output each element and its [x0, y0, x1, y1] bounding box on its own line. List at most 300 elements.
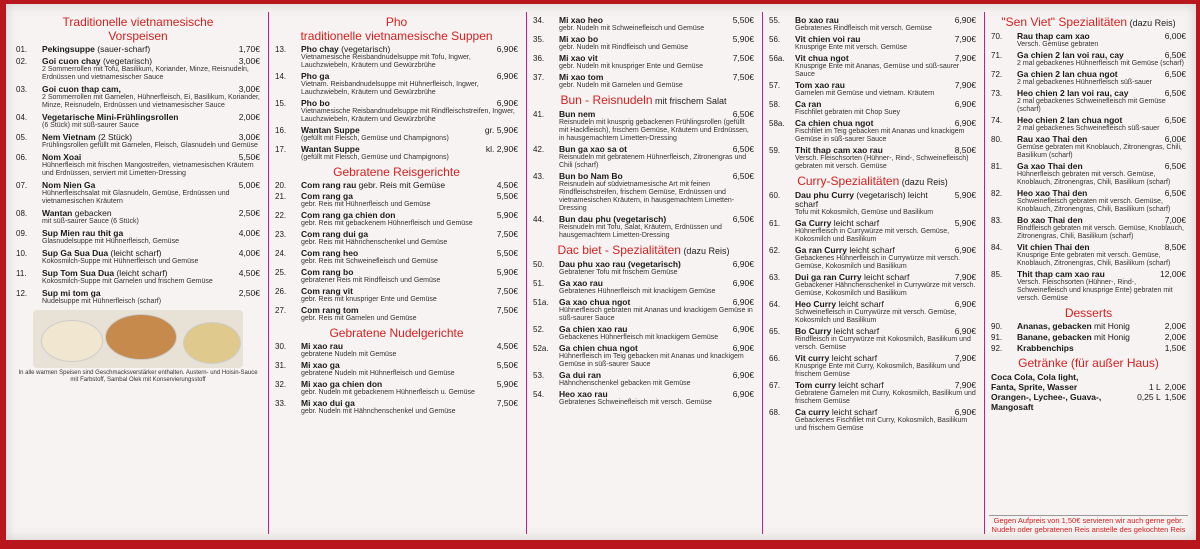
item-name	[301, 230, 493, 239]
item-number: 33.	[275, 399, 287, 408]
item-number: 01.	[16, 45, 28, 54]
menu-item-row	[275, 342, 518, 351]
item-price: 4,50€	[496, 180, 518, 190]
menu-item-row	[533, 390, 754, 399]
item-price: 6,90€	[496, 44, 518, 54]
item-number: 70.	[991, 32, 1003, 41]
item-description: Reisnudeln mit Tofu, Salat, Kräutern, Erdnüssen und hausgemachtem Limetten-Dressing	[559, 224, 722, 239]
menu-item	[16, 209, 260, 226]
item-note: mit Honig	[1091, 321, 1130, 331]
menu-item	[16, 289, 260, 306]
item-title: Sup mi tom ga	[42, 288, 101, 298]
menu-item	[533, 172, 754, 213]
item-description: Gebratener Tofu mit frischem Gemüse	[559, 269, 678, 276]
item-title: Pekingsuppe	[42, 44, 95, 54]
item-title: Vit chua ngot	[795, 53, 849, 63]
item-description: (gefüllt mit Fleisch, Gemüse und Champignons)	[301, 154, 449, 161]
item-price: 7,50€	[496, 398, 518, 408]
drink-name: Fanta, Sprite, Wasser	[991, 382, 1078, 392]
menu-item-row	[533, 73, 754, 82]
menu-item	[769, 354, 976, 379]
item-name	[301, 268, 493, 277]
item-title: Dau phu xao rau (vegetarisch)	[559, 259, 681, 269]
menu-item	[769, 119, 976, 144]
item-price: 5,50€	[496, 360, 518, 370]
item-number: 74.	[991, 116, 1003, 125]
item-note: (vegetarisch)	[338, 44, 391, 54]
item-title: Banane, gebacken	[1017, 332, 1092, 342]
item-name	[42, 229, 235, 238]
item-description: Gebackenes Hühnerfleisch mit knackigem Gemüse	[559, 334, 719, 341]
item-number: 83.	[991, 216, 1003, 225]
menu-item-row	[533, 35, 754, 44]
item-price: 5,90€	[732, 34, 754, 44]
menu-item-row	[769, 100, 976, 109]
menu-item	[991, 70, 1186, 87]
item-price: gr. 5,90€	[484, 125, 518, 135]
menu-item-row	[16, 249, 260, 258]
menu-item	[16, 133, 260, 150]
drink-row	[991, 382, 1186, 392]
item-name	[1017, 243, 1161, 252]
item-title: Mi xao tom	[559, 72, 604, 82]
item-title: Wantan	[42, 208, 73, 218]
item-description: Tofu mit Kokosmilch, Gemüse und Basilikum	[795, 209, 934, 216]
item-name	[1017, 162, 1161, 171]
item-description: Vietnamesische Reisbandnudelsuppe mit Rindfleischstreifen, Ingwer, Lauchzwiebeln, Kräutern und Gewürzbrühe	[301, 108, 515, 123]
item-description: gebr. Reis mit knuspriger Ente und Gemüse	[301, 296, 437, 303]
item-title: Thit thap cam xao rau	[795, 145, 883, 155]
item-price: 7,90€	[954, 80, 976, 90]
menu-item-row	[533, 215, 754, 224]
section-title: "Sen Viet" Spezialitäten (dazu Reis)	[1001, 15, 1176, 29]
item-name	[301, 45, 493, 54]
menu-item-row	[16, 289, 260, 298]
item-price: 7,90€	[954, 272, 976, 282]
item-price: 6,50€	[1164, 50, 1186, 60]
item-price: 6,90€	[732, 343, 754, 353]
menu-item-row	[769, 300, 976, 309]
item-number: 11.	[16, 269, 27, 278]
item-number: 81.	[991, 162, 1003, 171]
menu-item	[769, 54, 976, 79]
menu-item	[275, 45, 518, 70]
menu-item-row	[769, 273, 976, 282]
item-note: (2 Stück)	[95, 132, 133, 142]
item-note: leicht scharf	[829, 407, 878, 417]
item-description: 2 mal gebackenes Schweinefleisch mit Gemüse (scharf)	[1017, 98, 1166, 113]
item-note: gebacken	[72, 208, 112, 218]
menu-item-row	[16, 269, 260, 278]
menu-item	[769, 381, 976, 406]
menu-item	[275, 287, 518, 304]
item-number: 92.	[991, 344, 1003, 353]
item-number: 85.	[991, 270, 1003, 279]
item-name	[42, 181, 235, 190]
item-price: 6,90€	[954, 299, 976, 309]
item-title: Rau xao Thai den	[1017, 134, 1088, 144]
menu-item	[275, 306, 518, 323]
item-name	[42, 133, 235, 142]
item-title: Sup Mien rau thit ga	[42, 228, 124, 238]
item-name	[795, 146, 951, 155]
item-note: leicht scharf	[831, 326, 880, 336]
menu-board	[6, 4, 1196, 540]
menu-item-row	[769, 119, 976, 128]
item-name	[42, 249, 235, 258]
item-title: Mi xao rau	[301, 341, 344, 351]
item-title: Bo xao Thai den	[1017, 215, 1083, 225]
item-name	[1017, 216, 1161, 225]
menu-item-row	[533, 172, 754, 181]
menu-item-row	[769, 327, 976, 336]
item-title: Ca curry	[795, 407, 830, 417]
item-title: Com rang rau	[301, 180, 357, 190]
item-price: 5,90€	[496, 210, 518, 220]
item-description: mit süß-saurer Sauce (6 Stück)	[42, 218, 139, 225]
item-name	[301, 192, 493, 201]
drink-price: 2,00€	[1164, 382, 1186, 392]
menu-item	[16, 181, 260, 206]
menu-item	[991, 270, 1186, 303]
item-title: Pho bo	[301, 98, 330, 108]
menu-item-row	[16, 45, 260, 54]
item-price: 6,90€	[732, 297, 754, 307]
menu-item-row	[769, 35, 976, 44]
item-number: 05.	[16, 133, 28, 142]
item-name	[559, 390, 729, 399]
drink-size: 1 L	[1148, 382, 1161, 392]
item-title: Bun bo Nam Bo	[559, 171, 623, 181]
item-description: Hühnerfleisch gebraten mit Ananas und knackigem Gemüse in süß-saurer Sauce	[559, 307, 753, 322]
item-price: 2,50€	[238, 288, 260, 298]
section-title: Gebratene Nudelgerichte	[329, 326, 464, 340]
menu-item	[275, 145, 518, 162]
item-number: 15.	[275, 99, 287, 108]
item-price: 4,00€	[238, 248, 260, 258]
menu-item-row	[533, 371, 754, 380]
menu-item-row	[991, 70, 1186, 79]
item-price: 4,50€	[496, 341, 518, 351]
item-price: 5,90€	[496, 267, 518, 277]
item-price: 4,00€	[238, 228, 260, 238]
item-number: 84.	[991, 243, 1003, 252]
item-description: (6 Stück) mit süß-saurer Sauce	[42, 122, 139, 129]
menu-item-row	[16, 113, 260, 122]
drink-size: 0,25 L	[1137, 392, 1161, 402]
item-price: 5,50€	[238, 152, 260, 162]
item-price: 5,90€	[954, 218, 976, 228]
item-number: 61.	[769, 219, 781, 228]
item-description: Knusprige Ente mit versch. Gemüse	[795, 44, 908, 51]
item-title: Pho chay	[301, 44, 339, 54]
item-name	[559, 110, 729, 119]
item-price: 7,90€	[954, 380, 976, 390]
menu-item	[769, 35, 976, 52]
item-name	[42, 45, 235, 54]
item-name	[301, 211, 493, 220]
drink-name: Orangen-, Lychee-, Guava-, Mangosaft	[991, 392, 1102, 412]
menu-item	[275, 249, 518, 266]
item-name	[1017, 32, 1161, 41]
item-name	[1017, 322, 1161, 331]
item-name	[795, 327, 951, 336]
item-description: Gebackenes Fischfilet mit Curry, Kokosmilch, Basilikum und frischem Gemüse	[795, 417, 968, 432]
item-title: Ga chien xao rau	[559, 324, 628, 334]
section-title: Gebratene Reisgerichte	[333, 165, 460, 179]
item-name	[559, 54, 729, 63]
item-price: 6,50€	[1164, 69, 1186, 79]
item-description: Hühnerfleisch in Currywürze mit versch. Gemüse, Kokosmilch und Basilikum	[795, 228, 950, 243]
menu-item-row	[769, 381, 976, 390]
item-name	[795, 273, 951, 282]
column-pho	[268, 12, 524, 534]
item-price: 7,50€	[496, 305, 518, 315]
menu-item	[991, 32, 1186, 49]
item-description: Hähnchenschenkel gebacken mit Gemüse	[559, 380, 691, 387]
item-number: 63.	[769, 273, 781, 282]
menu-item-row	[991, 216, 1186, 225]
item-description: gebr. Nudeln mit Hähnchenschenkel und Gemüse	[301, 408, 456, 415]
item-number: 73.	[991, 89, 1003, 98]
item-price: 8,50€	[954, 145, 976, 155]
column-sen-viet	[984, 12, 1192, 534]
menu-item-row	[533, 110, 754, 119]
menu-item	[769, 300, 976, 325]
item-name	[559, 298, 729, 307]
item-title: Com rang bo	[301, 267, 354, 277]
item-title: Nem Vietnam	[42, 132, 96, 142]
item-title: Nom Nien Ga	[42, 180, 96, 190]
menu-item	[769, 191, 976, 217]
menu-item	[991, 216, 1186, 241]
menu-item	[769, 246, 976, 271]
item-price: 2,50€	[238, 208, 260, 218]
item-price: 6,90€	[732, 259, 754, 269]
menu-item-row	[991, 333, 1186, 342]
menu-item-row	[533, 279, 754, 288]
item-name	[42, 269, 235, 278]
menu-item	[275, 181, 518, 190]
item-description: Hühnerfleisch gebraten mit versch. Gemüse, Knoblauch, Zitronengras, Chili, Basilikum (scharf)	[1017, 171, 1171, 186]
menu-item	[991, 333, 1186, 342]
menu-item-row	[16, 133, 260, 142]
item-name	[795, 119, 951, 128]
item-description: Versch. Fleischsorten (Hühner-, Rind-, Schweinefleisch) gebraten mit versch. Gemüse	[795, 155, 969, 170]
item-note: mit Honig	[1091, 332, 1130, 342]
item-description: gebratene Nudeln mit Gemüse	[301, 351, 397, 358]
item-description: Gebratenes Rindfleisch mit versch. Gemüse	[795, 25, 932, 32]
item-price: 6,50€	[732, 109, 754, 119]
drink-row	[991, 392, 1186, 412]
item-price: 7,00€	[1164, 215, 1186, 225]
menu-item-row	[991, 270, 1186, 279]
item-title: Bun dau phu (vegetarisch)	[559, 214, 667, 224]
item-name	[42, 289, 235, 298]
item-number: 72.	[991, 70, 1003, 79]
item-number: 51a.	[533, 298, 549, 307]
item-number: 08.	[16, 209, 28, 218]
item-number: 44.	[533, 215, 545, 224]
item-name	[795, 35, 951, 44]
item-name	[795, 81, 951, 90]
item-number: 68.	[769, 408, 781, 417]
menu-item-row	[769, 191, 976, 209]
menu-item	[16, 57, 260, 82]
item-description: Vietnamesische Reisbandnudelsuppe mit Tofu, Ingwer, Lauchzwiebeln, Kräutern und Gewürzbrühe	[301, 54, 471, 69]
menu-item-row	[275, 45, 518, 54]
menu-item	[275, 342, 518, 359]
item-price: 2,00€	[1164, 321, 1186, 331]
item-number: 71.	[991, 51, 1003, 60]
menu-item	[991, 162, 1186, 187]
item-title: Goi cuon thap cam,	[42, 84, 121, 94]
item-description: Gebratenes Schweinefleisch mit versch. Gemüse	[559, 399, 712, 406]
item-name	[795, 191, 951, 209]
item-name	[559, 215, 729, 224]
item-number: 12.	[16, 289, 28, 298]
drink-name: Coca Cola, Cola light,	[991, 372, 1079, 382]
menu-item	[769, 100, 976, 117]
item-title: Nom Xoai	[42, 152, 82, 162]
item-name	[795, 381, 951, 390]
rice-note: Gegen Aufpreis von 1,50€ servieren wir auch gerne gebr. Nudeln oder gebratenen Reis anstelle des gekochten Reis	[989, 515, 1188, 534]
item-title: Heo xao Thai den	[1017, 188, 1088, 198]
menu-item	[533, 298, 754, 323]
item-number: 14.	[275, 72, 287, 81]
menu-item	[533, 110, 754, 143]
menu-item	[16, 153, 260, 178]
menu-item	[533, 54, 754, 71]
item-name	[42, 57, 235, 66]
item-price: 3,00€	[238, 132, 260, 142]
item-name	[559, 145, 729, 154]
menu-item-row	[991, 189, 1186, 198]
menu-item-row	[275, 230, 518, 239]
item-price: 6,50€	[1164, 88, 1186, 98]
item-title: Com rang vit	[301, 286, 353, 296]
item-price: 7,90€	[954, 34, 976, 44]
item-title: Mi xao heo	[559, 15, 603, 25]
menu-item-row	[533, 145, 754, 154]
menu-item	[16, 229, 260, 246]
menu-item	[275, 230, 518, 247]
item-title: Bun ga xao sa ot	[559, 144, 628, 154]
item-price: 7,90€	[954, 353, 976, 363]
item-number: 55.	[769, 16, 781, 25]
item-description: Knusprige Ente mit Ananas, Gemüse und süß-saurer Sauce	[795, 63, 960, 78]
item-description: Kokosmilch-Suppe mit Garnelen und frischem Gemüse	[42, 278, 213, 285]
item-name	[1017, 116, 1161, 125]
menu-item	[16, 269, 260, 286]
item-name	[301, 287, 493, 296]
item-price: 6,50€	[1164, 115, 1186, 125]
menu-item-row	[275, 181, 518, 190]
menu-item-row	[769, 219, 976, 228]
item-number: 17.	[275, 145, 287, 154]
item-number: 57.	[769, 81, 781, 90]
item-price: 5,00€	[238, 180, 260, 190]
item-note: leicht scharf	[831, 218, 880, 228]
item-price: 8,50€	[1164, 242, 1186, 252]
drink-price: 1,50€	[1164, 392, 1186, 402]
item-price: 4,50€	[238, 268, 260, 278]
item-price: 6,90€	[496, 71, 518, 81]
item-name	[559, 279, 729, 288]
menu-item-row	[275, 361, 518, 370]
item-name	[42, 85, 235, 94]
menu-item	[991, 51, 1186, 68]
menu-item-row	[769, 246, 976, 255]
menu-item	[275, 361, 518, 378]
menu-item	[275, 99, 518, 124]
item-name	[795, 408, 951, 417]
item-price: 7,50€	[496, 229, 518, 239]
menu-item	[16, 85, 260, 110]
item-price: 3,00€	[238, 84, 260, 94]
item-number: 27.	[275, 306, 287, 315]
column-starters	[10, 12, 266, 534]
menu-item	[991, 89, 1186, 114]
menu-item-row	[769, 408, 976, 417]
item-name	[559, 73, 729, 82]
item-name	[1017, 89, 1161, 98]
item-name	[559, 35, 729, 44]
item-number: 67.	[769, 381, 781, 390]
item-price: 7,50€	[732, 53, 754, 63]
menu-item	[769, 273, 976, 298]
item-title: Rau thap cam xao	[1017, 31, 1090, 41]
item-title: Bo xao rau	[795, 15, 839, 25]
item-description: 2 mal gebackenes Hühnerfleisch mit Gemüse (scharf)	[1017, 60, 1184, 67]
menu-item	[275, 268, 518, 285]
item-price: 7,50€	[732, 72, 754, 82]
item-name	[559, 344, 729, 353]
item-title: Heo xao rau	[559, 389, 608, 399]
item-number: 51.	[533, 279, 545, 288]
item-price: 5,50€	[496, 191, 518, 201]
item-name	[795, 16, 951, 25]
menu-item-row	[16, 209, 260, 218]
item-description: gebratene Nudeln mit Hühnerfleisch und Gemüse	[301, 370, 455, 377]
item-title: Mi xao dui ga	[301, 398, 355, 408]
item-name	[795, 246, 951, 255]
item-name	[42, 153, 235, 162]
item-number: 22.	[275, 211, 287, 220]
item-name	[42, 113, 235, 122]
item-title: Ga chien 2 lan chua ngot	[1017, 69, 1118, 79]
menu-item	[16, 249, 260, 266]
item-price: kl. 2,90€	[485, 144, 518, 154]
item-title: Dau phu Curry	[795, 190, 855, 200]
menu-item-row	[275, 99, 518, 108]
item-name	[1017, 51, 1161, 60]
section-title: Dac biet - Spezialitäten (dazu Reis)	[557, 243, 730, 257]
item-number: 62.	[769, 246, 781, 255]
menu-item	[533, 260, 754, 277]
item-title: Sup Ga Sua Dua	[42, 248, 109, 258]
menu-item	[533, 35, 754, 52]
item-description: Reisnudeln mit gebratenem Hühnerfleisch, Zitronengras und Chili (scharf)	[559, 154, 747, 169]
menu-item	[769, 408, 976, 433]
item-price: 6,90€	[954, 118, 976, 128]
item-description: Glasnudelsuppe mit Hühnerfleisch, Gemüse	[42, 238, 179, 245]
item-note: leicht scharf	[829, 353, 878, 363]
item-name	[1017, 189, 1161, 198]
item-title: Thit thap cam xao rau	[1017, 269, 1105, 279]
item-name	[1017, 70, 1161, 79]
item-title: Ga xao chua ngot	[559, 297, 631, 307]
